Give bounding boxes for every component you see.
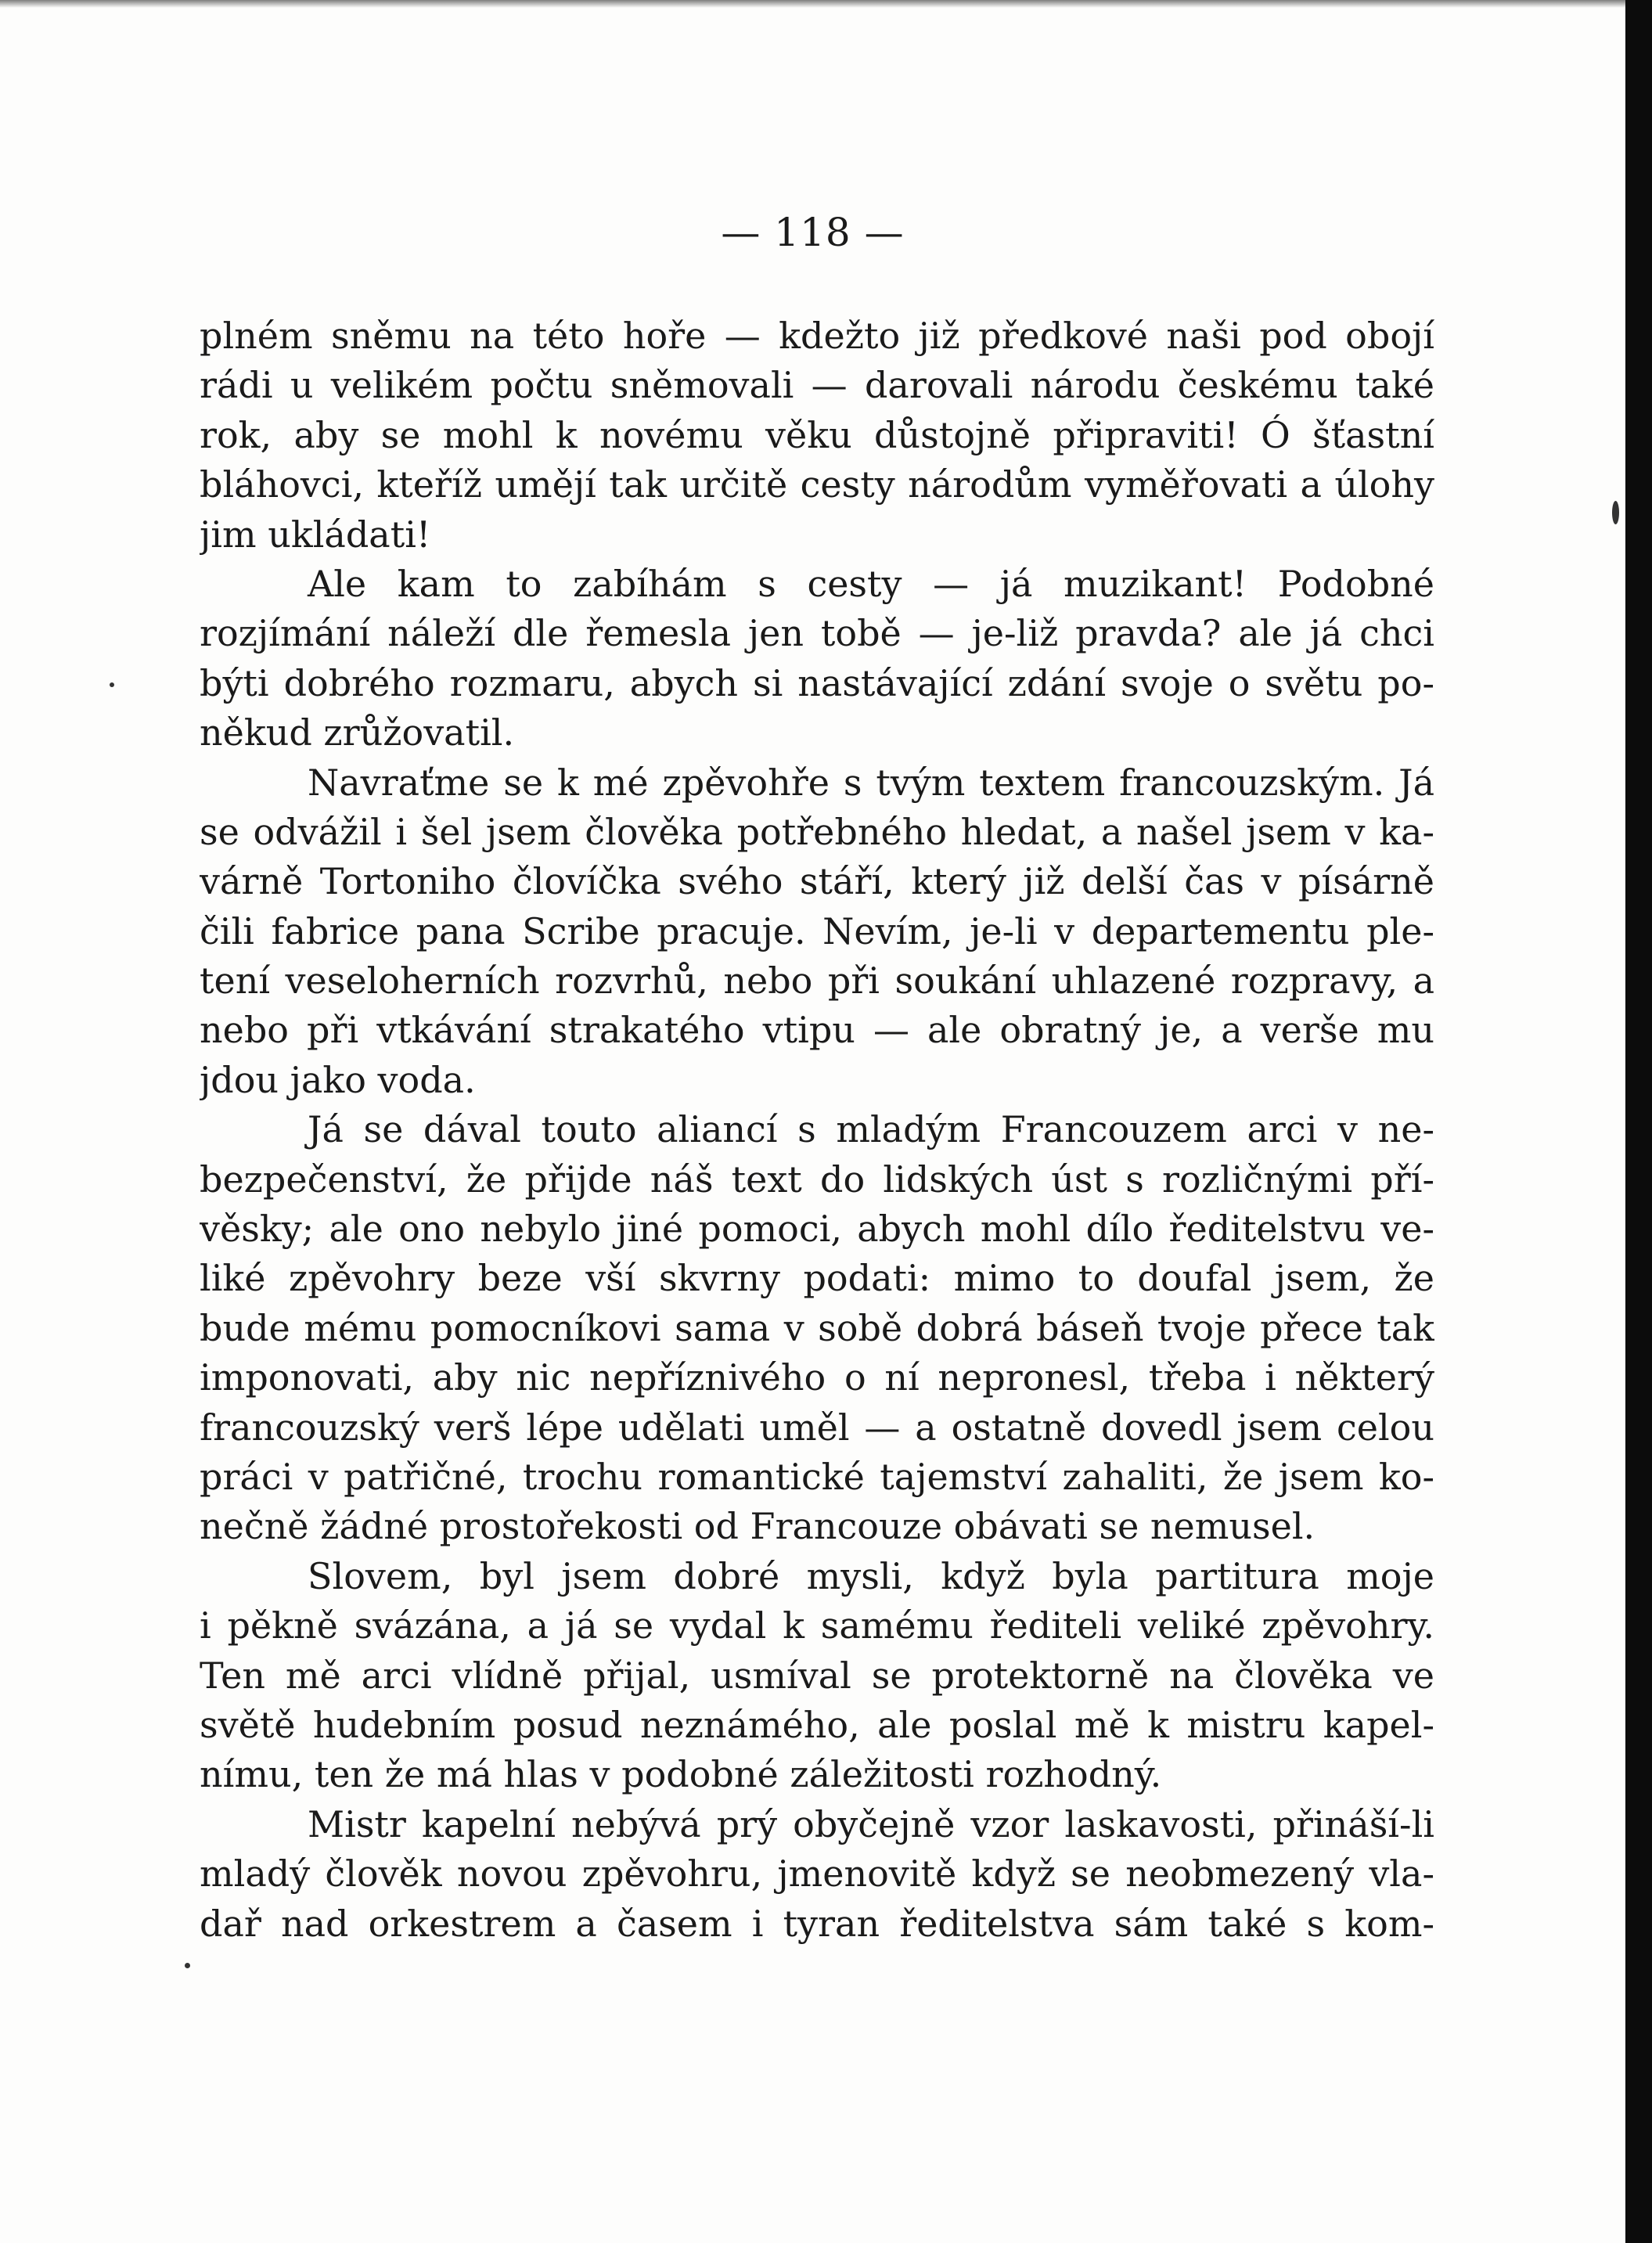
text-line: rozjímání náleží dle řemesla jen tobě — je-liž pravda? ale já chci (200, 612, 1434, 655)
text-line: bude mému pomocníkovi sama v sobě dobrá báseň tvoje přece tak (200, 1306, 1434, 1349)
scan-speck (110, 682, 114, 687)
text-line: várně Tortoniho človíčka svého stáří, který již delší čas v písárně (200, 860, 1434, 903)
scan-top-edge (0, 0, 1652, 8)
text-line: dař nad orkestrem a časem i tyran ředitelstva sám také s kom- (200, 1902, 1434, 1945)
text-line: nebo při vtkávání strakatého vtipu — ale obratný je, a verše mu (200, 1009, 1434, 1052)
text-line: jim ukládati! (200, 513, 431, 556)
text-line: rok, aby se mohl k novému věku důstojně připraviti! Ó šťastní (200, 413, 1434, 456)
text-line: tení veseloherních rozvrhů, nebo při soukání uhlazené rozpravy, a (200, 959, 1434, 1003)
text-line: práci v patřičné, trochu romantické tajemství zahaliti, že jsem ko- (200, 1455, 1434, 1498)
text-line: nečně žádné prostořekosti od Francouze obávati se nemusel. (200, 1505, 1315, 1548)
text-line: jdou jako voda. (200, 1058, 476, 1101)
text-line: i pěkně svázána, a já se vydal k samému řediteli veliké zpěvohry. (200, 1604, 1434, 1647)
scan-speck (1612, 501, 1619, 524)
text-line: se odvážil i šel jsem člověka potřebného hledat, a našel jsem v ka- (200, 810, 1434, 853)
page-number-header: — 118 — (721, 210, 905, 255)
text-line: Ale kam to zabíhám s cesty — já muzikant! Podobné (308, 562, 1434, 605)
text-line: francouzský verš lépe udělati uměl — a ostatně dovedl jsem celou (200, 1406, 1434, 1449)
body-text (200, 311, 1434, 1949)
text-line: někud zrůžovatil. (200, 711, 515, 754)
text-line: čili fabrice pana Scribe pracuje. Nevím, je-li v departementu ple- (200, 909, 1434, 952)
scan-right-edge (1625, 0, 1652, 2243)
text-line: Já se dával touto aliancí s mladým Francouzem arci v ne- (308, 1108, 1434, 1151)
text-line: Navraťme se k mé zpěvohře s tvým textem francouzským. Já (308, 761, 1434, 804)
text-line: plném sněmu na této hoře — kdežto již předkové naši pod obojí (200, 315, 1434, 357)
text-line: Slovem, byl jsem dobré mysli, když byla partitura moje (308, 1554, 1434, 1597)
text-line: rádi u velikém počtu sněmovali — darovali národu českému také (200, 364, 1434, 407)
text-line: býti dobrého rozmaru, abych si nastávající zdání svoje o světu po- (200, 661, 1434, 704)
text-line: Mistr kapelní nebývá prý obyčejně vzor laskavosti, přináší-li (308, 1802, 1434, 1845)
text-line: mladý člověk novou zpěvohru, jmenovitě když se neobmezený vla- (200, 1852, 1434, 1896)
text-line: Ten mě arci vlídně přijal, usmíval se protektorně na člověka ve (200, 1654, 1434, 1697)
scan-speck (185, 1963, 190, 1968)
text-line: věsky; ale ono nebylo jiné pomoci, abych mohl dílo ředitelstvu ve- (200, 1208, 1434, 1251)
text-line: světě hudebním posud neznámého, ale poslal mě k mistru kapel- (200, 1703, 1434, 1746)
text-line: imponovati, aby nic nepříznivého o ní nepronesl, třeba i některý (200, 1356, 1434, 1399)
text-line: liké zpěvohry beze vší skvrny podati: mimo to doufal jsem, že (200, 1257, 1434, 1300)
text-line: bláhovci, kteříž umějí tak určitě cesty národům vyměřovati a úlohy (200, 463, 1434, 506)
text-line: nímu, ten že má hlas v podobné záležitosti rozhodný. (200, 1753, 1162, 1796)
text-line: bezpečenství, že přijde náš text do lidských úst s rozličnými pří- (200, 1158, 1434, 1201)
